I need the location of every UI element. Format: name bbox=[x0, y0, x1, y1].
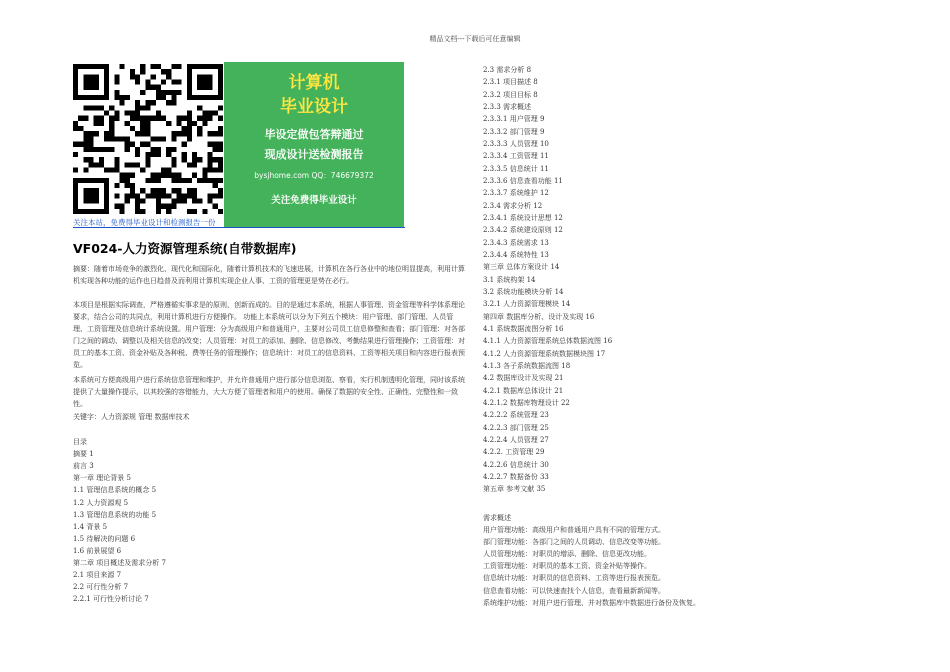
toc-entry[interactable]: 2.3 需求分析 8 bbox=[483, 66, 532, 74]
ad-banner[interactable] bbox=[224, 62, 404, 228]
abstract-paragraph-2: 本项目是根据实际调查，严格遵循实事求是的原则，创新而成的。目的是通过本系统，根据人事管理、资金管理等科学体系理论要求，结合公司的共同点，利用计算机进行方便操作。 功能上本系统可以分为下列五个模块：用户管理、部门管理、人员管理、工资管理及信息统计系统设置。用户管理：分为高级用户和普通用户，主要对公司员工信息修整和查看；部门管理：对各部门之间的调动、调整以及相关信息的改变；人员管理：对员工的添加、删除、信息修改、考勤结果进行管理操作；工资管理：对员工的基本工资、资金补贴及各种税、费等任务的管理操作；信息统计：对员工的信息资料、工资等相关项目和内容进行报表预览。 bbox=[73, 301, 465, 369]
toc-entry[interactable]: 2.3.3.2 部门管理 9 bbox=[483, 127, 545, 136]
toc-entry[interactable]: 4.1.1 人力资源管理系统总体数据流图 16 bbox=[483, 337, 613, 346]
toc-entry[interactable]: 2.3.3.3 人员管理 10 bbox=[483, 139, 549, 148]
toc-entry[interactable]: 摘要 1 bbox=[73, 450, 94, 459]
ad-line-2: 毕业设计 bbox=[280, 97, 348, 117]
document-title: VF024-人力资源管理系统(自带数据库) bbox=[73, 241, 297, 256]
toc-entry[interactable]: 2.3.3.6 信息查看功能 11 bbox=[483, 176, 563, 185]
toc-entry[interactable]: 2.2.1 可行性分析讨论 7 bbox=[73, 595, 149, 604]
abstract-paragraph-1: 摘要：随着市场竞争的激烈化、现代化和国际化，随着计算机技术的飞速进展，计算机在各行各业中的地位明显提高，利用计算机实现各种功能的运作也日趋普及而利用计算机实现企业人事、工资的管理更是势在必行。 bbox=[73, 265, 465, 285]
toc-entry[interactable]: 第五章 参考文献 35 bbox=[483, 485, 546, 494]
toc-entry[interactable]: 2.3.4.1 系统设计思想 12 bbox=[483, 213, 563, 222]
requirement-item: 信息查看功能：可以快速查找个人信息，查看最新新闻等。 bbox=[483, 586, 665, 595]
toc-entry[interactable]: 1.6 前景展望 6 bbox=[73, 546, 122, 555]
toc-entry[interactable]: 第四章 数据库分析、设计及实现 16 bbox=[483, 312, 595, 321]
requirement-item: 用户管理功能：高级用户和普通用户具有不同的管理方式。 bbox=[483, 526, 665, 534]
toc-entry[interactable]: 2.3.3.1 用户管理 9 bbox=[483, 115, 545, 124]
requirement-item: 工资管理功能：对职员的基本工资、资金补贴等操作。 bbox=[483, 562, 651, 571]
toc-entry[interactable]: 4.2.2.2 系统管理 23 bbox=[483, 411, 549, 420]
toc-entry[interactable]: 4.2.2.7 数据备份 33 bbox=[483, 472, 549, 481]
toc-entry[interactable]: 1.1 管理信息系统的概念 5 bbox=[73, 486, 157, 495]
toc-entry[interactable]: 第二章 项目概述及需求分析 7 bbox=[73, 559, 166, 567]
toc-entry[interactable]: 4.1 系统数据流图分析 16 bbox=[483, 324, 564, 333]
ad-caption-underline bbox=[73, 227, 405, 228]
toc-entry[interactable]: 3.2.1 人力资源管理模块 14 bbox=[483, 300, 571, 309]
toc-entry[interactable]: 1.2 人力资源观 5 bbox=[73, 498, 129, 507]
toc-entry[interactable]: 2.3.3.7 系统维护 12 bbox=[483, 189, 549, 198]
toc-entry[interactable]: 1.3 管理信息系统的功能 5 bbox=[73, 510, 157, 519]
ad-line-5: bysjhome.com QQ：746679372 bbox=[254, 171, 374, 180]
toc-entry[interactable]: 2.3.2 项目目标 8 bbox=[483, 90, 538, 99]
toc-entry[interactable]: 2.3.3 需求概述 bbox=[483, 102, 532, 111]
toc-entry[interactable]: 1.5 待解决的问题 6 bbox=[73, 534, 136, 543]
requirement-item: 部门管理功能：各部门之间的人员调动、信息改变等功能。 bbox=[483, 538, 665, 547]
qr-code-image bbox=[73, 64, 223, 214]
toc-entry[interactable]: 2.3.4.3 系统需求 13 bbox=[483, 238, 549, 247]
toc-entry[interactable]: 3.2 系统功能模块分析 14 bbox=[483, 287, 564, 296]
toc-entry[interactable]: 前言 3 bbox=[73, 462, 94, 471]
toc-entry[interactable]: 4.2.1 数据库总体设计 21 bbox=[483, 386, 564, 395]
ad-line-6: 关注免费得毕业设计 bbox=[271, 195, 357, 206]
toc-entry[interactable]: 4.1.2 人力资源管理系统数据模块图 17 bbox=[483, 349, 606, 358]
toc-entry[interactable]: 2.3.4 需求分析 12 bbox=[483, 201, 543, 210]
ad-line-3: 毕设定做包答辩通过 bbox=[264, 128, 364, 141]
toc-entry[interactable]: 2.3.3.5 信息统计 11 bbox=[483, 164, 549, 173]
toc-entry[interactable]: 4.2 数据库设计及实现 21 bbox=[483, 374, 564, 383]
toc-entry[interactable]: 4.2.2.6 信息统计 30 bbox=[483, 460, 549, 469]
toc-entry[interactable]: 2.3.4.2 系统建设原则 12 bbox=[483, 226, 563, 235]
toc-entry[interactable]: 3.1 系统构架 14 bbox=[483, 275, 536, 284]
toc-entry[interactable]: 4.2.2. 工资管理 29 bbox=[483, 448, 545, 457]
toc-entry: 目录 bbox=[73, 438, 87, 446]
requirement-item: 系统维护功能：对用户进行管理、并对数据库中数据进行备份及恢复。 bbox=[483, 598, 700, 607]
abstract-paragraph-3: 本系统可方便高级用户进行系统信息管理和维护，并允许普通用户进行部分信息浏览、察看，实行机制透明化管理，同时该系统提供了大量操作提示，以其较强的容错能力，大大方便了管理者和用户的使用。确保了数据的安全性、正确性、完整性和一致性。 bbox=[73, 376, 465, 408]
toc-entry[interactable]: 4.1.3 各子系统数据流图 18 bbox=[483, 361, 571, 370]
ad-line-1: 计算机 bbox=[288, 73, 340, 93]
toc-entry[interactable]: 1.4 背景 5 bbox=[73, 522, 108, 531]
toc-entry[interactable]: 2.2 可行性分析 7 bbox=[73, 583, 129, 592]
toc-entry[interactable]: 2.3.4.4 系统特性 13 bbox=[483, 250, 549, 259]
ad-caption-link[interactable]: 关注本站，免费得毕业设计和检测报告一份 bbox=[73, 218, 216, 227]
toc-entry[interactable]: 4.2.2.3 部门管理 25 bbox=[483, 423, 549, 432]
toc-entry[interactable]: 4.2.2.4 人员管理 27 bbox=[483, 435, 549, 444]
requirement-item: 信息统计功能：对职员的信息资料、工资等进行报表预览。 bbox=[483, 574, 665, 583]
toc-entry[interactable]: 第一章 理论背景 5 bbox=[73, 474, 131, 483]
abstract-keywords: 关键字：人力资源规 管理 数据库技术 bbox=[73, 413, 190, 421]
toc-entry[interactable]: 第三章 总体方案设计 14 bbox=[483, 263, 560, 272]
toc-entry[interactable]: 2.1 项目来源 7 bbox=[73, 571, 122, 580]
toc-entry[interactable]: 4.2.1.2 数据库物理设计 22 bbox=[483, 398, 570, 407]
toc-entry[interactable]: 2.3.3.4 工资管理 11 bbox=[483, 152, 549, 161]
page-header-note: 精品文档---下载后可任意编辑 bbox=[429, 35, 521, 43]
requirement-item: 人员管理功能：对职员的增添、删除、信息更改功能。 bbox=[483, 550, 651, 559]
requirements-heading: 需求概述 bbox=[483, 514, 511, 522]
toc-entry[interactable]: 2.3.1 项目描述 8 bbox=[483, 78, 538, 87]
ad-line-4: 现成设计送检测报告 bbox=[264, 148, 364, 161]
